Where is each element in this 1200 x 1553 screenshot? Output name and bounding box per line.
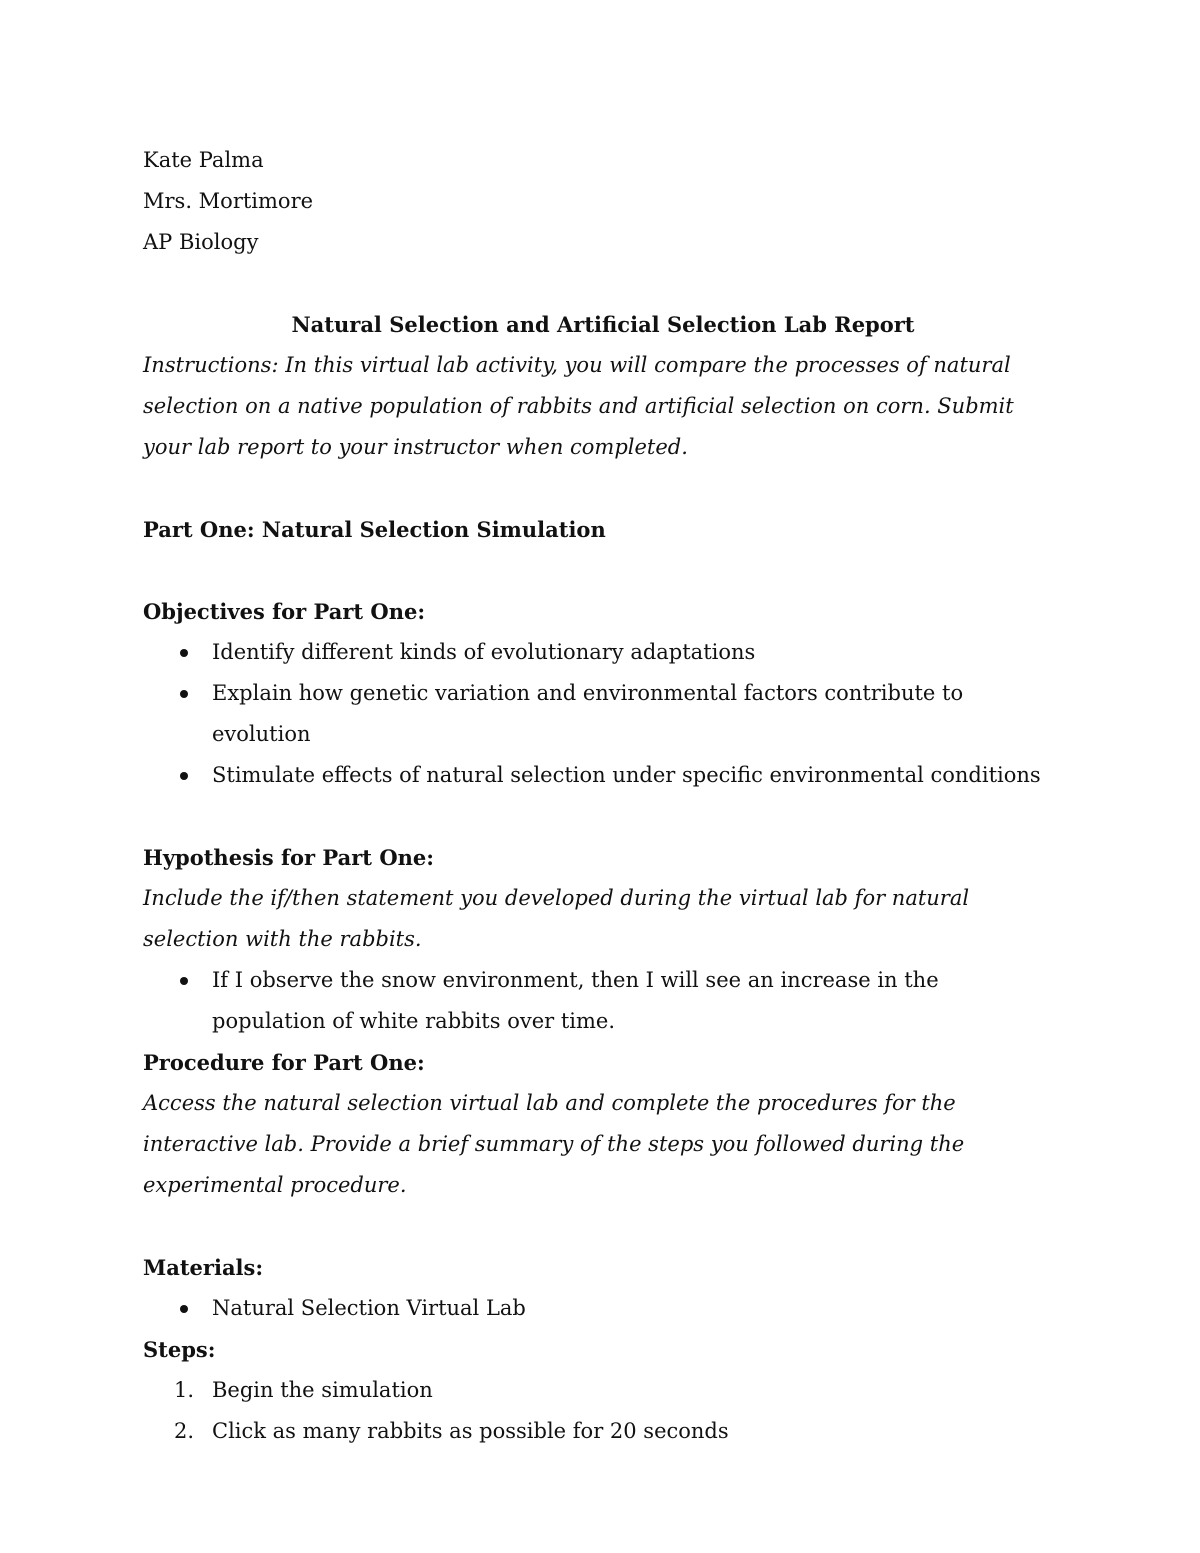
- student-header: [143, 140, 1063, 263]
- teacher-name: Mrs. Mortimore: [143, 189, 314, 213]
- list-item: [143, 632, 1052, 673]
- objectives-list: [143, 632, 1063, 796]
- hypothesis-heading: Hypothesis for Part One:: [143, 845, 434, 870]
- course-name: AP Biology: [143, 230, 259, 254]
- list-item: [143, 960, 1052, 1042]
- document-body: [143, 140, 1063, 1452]
- procedure-heading: Procedure for Part One:: [143, 1050, 425, 1075]
- list-item: [143, 1411, 1052, 1452]
- list-item-text: Explain how genetic variation and environmental factors contribute to evolution: [212, 681, 964, 746]
- objectives-heading: Objectives for Part One:: [143, 599, 426, 624]
- list-item-text: Begin the simulation: [212, 1378, 433, 1402]
- student-name: Kate Palma: [143, 148, 264, 172]
- list-item-text: Natural Selection Virtual Lab: [212, 1296, 526, 1320]
- list-item: [143, 673, 1052, 755]
- step-number: 1.: [174, 1378, 195, 1402]
- bullet-icon: [180, 690, 188, 698]
- materials-list: [143, 1288, 1063, 1329]
- list-item: [143, 1370, 1052, 1411]
- report-title: Natural Selection and Artificial Selection Lab Report: [291, 312, 915, 337]
- bullet-icon: [180, 1305, 188, 1313]
- hypothesis-prompt: Include the if/then statement you developed during the virtual lab for natural selection with the rabbits.: [143, 886, 970, 951]
- part-one-heading: Part One: Natural Selection Simulation: [143, 517, 606, 542]
- list-item-text: Click as many rabbits as possible for 20 seconds: [212, 1419, 729, 1443]
- step-number: 2.: [174, 1419, 195, 1443]
- list-item: [143, 755, 1052, 796]
- list-item: [143, 1288, 1052, 1329]
- bullet-icon: [180, 649, 188, 657]
- instructions-text: Instructions: In this virtual lab activity, you will compare the processes of natural selection on a native population of rabbits and artificial selection on corn. Submit your lab report to your instructor when completed.: [143, 353, 1014, 459]
- bullet-icon: [180, 772, 188, 780]
- steps-list: [143, 1370, 1063, 1452]
- procedure-prompt: Access the natural selection virtual lab and complete the procedures for the interactive lab. Provide a brief summary of the steps you followed during the experimental procedure.: [143, 1091, 965, 1197]
- list-item-text: Stimulate effects of natural selection under specific environmental conditions: [212, 763, 1041, 787]
- steps-heading: Steps:: [143, 1337, 216, 1362]
- list-item-text: Identify different kinds of evolutionary adaptations: [212, 640, 756, 664]
- bullet-icon: [180, 977, 188, 985]
- materials-heading: Materials:: [143, 1255, 264, 1280]
- list-item-text: If I observe the snow environment, then I will see an increase in the population of white rabbits over time.: [212, 968, 939, 1033]
- hypothesis-list: [143, 960, 1063, 1042]
